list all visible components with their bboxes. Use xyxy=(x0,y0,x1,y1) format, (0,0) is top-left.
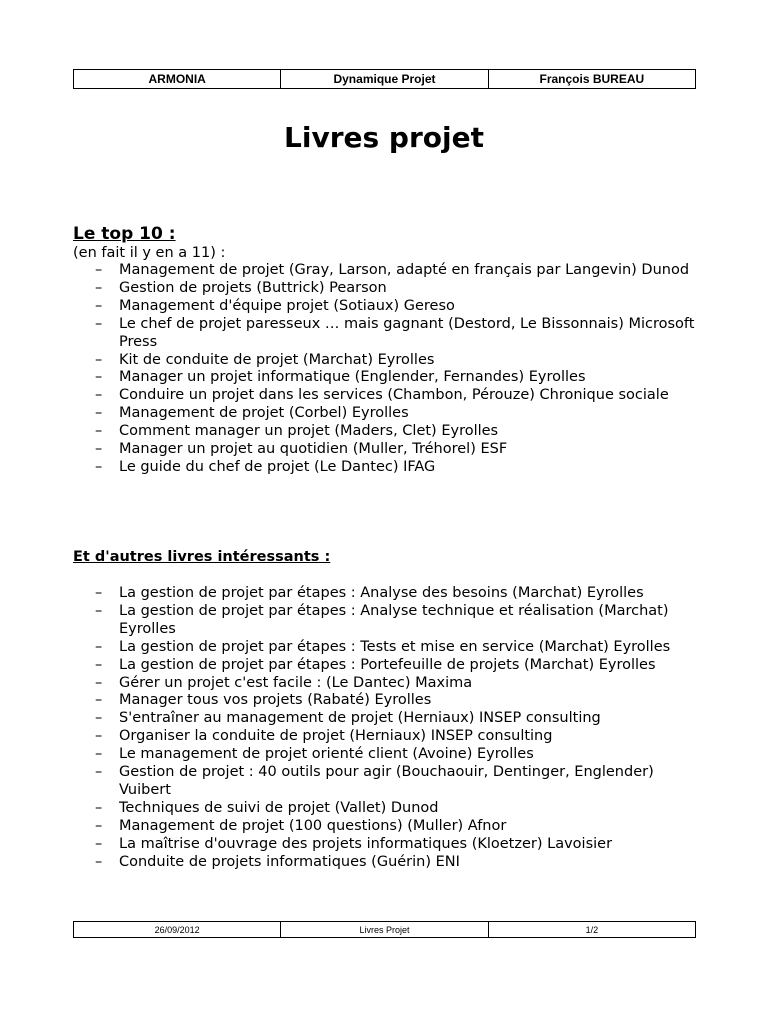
list-item: – Gestion de projet : 40 outils pour agir (Bouchaouir, Dentinger, Englender) Vuibert xyxy=(73,764,703,800)
list-item: – Management de projet (100 questions) (Muller) Afnor xyxy=(73,818,703,836)
top10-heading: Le top 10 : xyxy=(73,224,176,244)
list-item: – Conduite de projets informatiques (Guérin) ENI xyxy=(73,854,703,872)
list-item: – Organiser la conduite de projet (Herniaux) INSEP consulting xyxy=(73,728,703,746)
footer-title: Livres Projet xyxy=(281,922,488,938)
list-item: – Management de projet (Gray, Larson, adapté en français par Langevin) Dunod xyxy=(73,262,703,280)
list-item: – Manager un projet au quotidien (Muller, Tréhorel) ESF xyxy=(73,441,703,459)
header-table xyxy=(73,69,696,89)
list-item: – La gestion de projet par étapes : Analyse des besoins (Marchat) Eyrolles xyxy=(73,585,703,603)
top10-list xyxy=(73,262,703,477)
list-item: – Gestion de projets (Buttrick) Pearson xyxy=(73,280,703,298)
others-list xyxy=(73,585,703,872)
list-item: – Kit de conduite de projet (Marchat) Eyrolles xyxy=(73,352,703,370)
list-item: – Comment manager un projet (Maders, Clet) Eyrolles xyxy=(73,423,703,441)
list-item: – S'entraîner au management de projet (Herniaux) INSEP consulting xyxy=(73,710,703,728)
header-organization: ARMONIA xyxy=(74,70,281,89)
list-item: – Manager un projet informatique (Englender, Fernandes) Eyrolles xyxy=(73,369,703,387)
footer-table xyxy=(73,921,696,938)
list-item: – Le guide du chef de projet (Le Dantec) IFAG xyxy=(73,459,703,477)
others-heading: Et d'autres livres intéressants : xyxy=(73,549,331,565)
list-item: – Le management de projet orienté client (Avoine) Eyrolles xyxy=(73,746,703,764)
list-item: – La gestion de projet par étapes : Portefeuille de projets (Marchat) Eyrolles xyxy=(73,657,703,675)
list-item: – Gérer un projet c'est facile : (Le Dantec) Maxima xyxy=(73,675,703,693)
list-item: – Management de projet (Corbel) Eyrolles xyxy=(73,405,703,423)
list-item: – Conduire un projet dans les services (Chambon, Pérouze) Chronique sociale xyxy=(73,387,703,405)
list-item: – Techniques de suivi de projet (Vallet) Dunod xyxy=(73,800,703,818)
header-author: François BUREAU xyxy=(488,70,695,89)
footer-date: 26/09/2012 xyxy=(74,922,281,938)
list-item: – Manager tous vos projets (Rabaté) Eyrolles xyxy=(73,692,703,710)
top10-note: (en fait il y en a 11) : xyxy=(73,245,226,261)
page-title: Livres projet xyxy=(284,121,484,154)
list-item: – La gestion de projet par étapes : Tests et mise en service (Marchat) Eyrolles xyxy=(73,639,703,657)
list-item: – La maîtrise d'ouvrage des projets informatiques (Kloetzer) Lavoisier xyxy=(73,836,703,854)
list-item: – Le chef de projet paresseux … mais gagnant (Destord, Le Bissonnais) Microsoft Press xyxy=(73,316,703,352)
list-item: – Management d'équipe projet (Sotiaux) Gereso xyxy=(73,298,703,316)
footer-page-number: 1/2 xyxy=(488,922,695,938)
list-item: – La gestion de projet par étapes : Analyse technique et réalisation (Marchat) Eyrolles xyxy=(73,603,703,639)
header-subject: Dynamique Projet xyxy=(281,70,488,89)
